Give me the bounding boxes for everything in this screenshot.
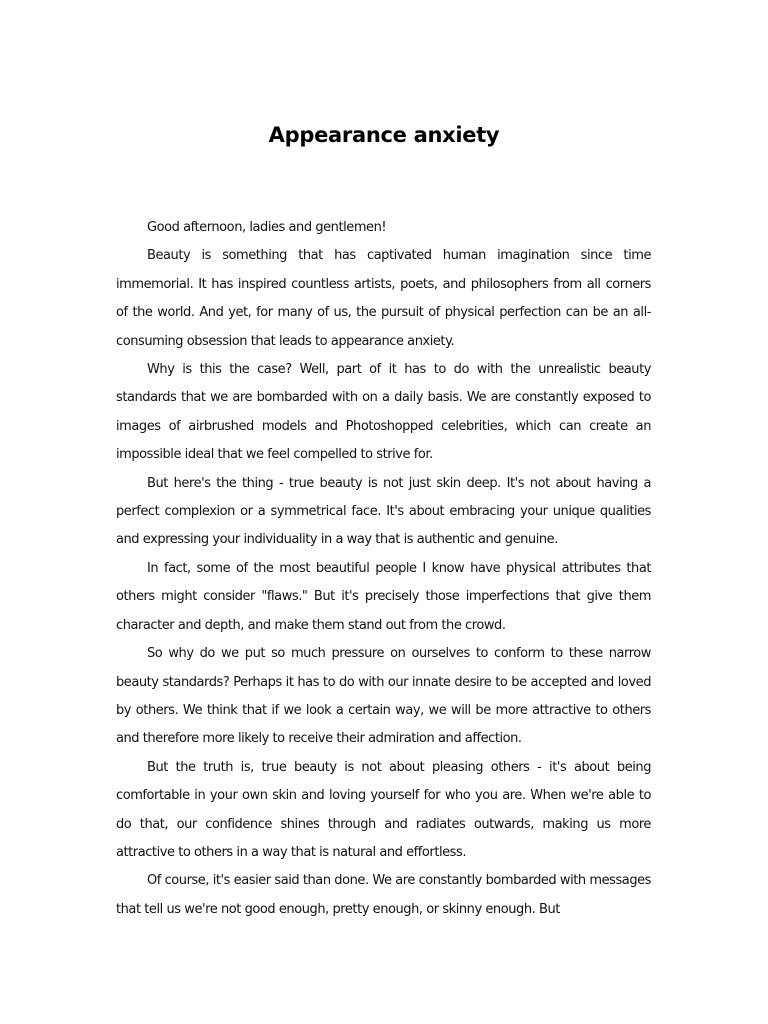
paragraph-of-course: Of course, it's easier said than done. We are constantly bombarded with messages that tell us we're not good enough, pretty enough, or skinny enough. But: [116, 873, 651, 917]
paragraph-beauty-intro: Beauty is something that has captivated human imagination since time immemorial. It has inspired countless artists, poets, and philosophers from all corners of the world. And yet, for many of us, the pursuit of physical perfection can be an all-consuming obsession that leads to appearance anxiety.: [116, 248, 651, 349]
paragraph-pressure: So why do we put so much pressure on ourselves to conform to these narrow beauty standards? Perhaps it has to do with our innate desire to be accepted and loved by others. We think that if we look a certain way, we will be more attractive to others and therefore more likely to receive their admiration and affection.: [116, 646, 651, 747]
paragraph-truth: But the truth is, true beauty is not about pleasing others - it's about being comfortable in your own skin and loving yourself for who you are. When we're able to do that, our confidence shines through and radiates outwards, making us more attractive to others in a way that is natural and effortless.: [116, 759, 651, 860]
paragraph-why: Why is this the case? Well, part of it has to do with the unrealistic beauty standards that we are bombarded with on a daily basis. We are constantly exposed to images of airbrushed models and Photoshopped celebrities, which can create an impossible ideal that we feel compelled to strive for.: [116, 362, 651, 463]
paragraph-greeting: Good afternoon, ladies and gentlemen!: [147, 220, 387, 235]
paragraph-flaws: In fact, some of the most beautiful people I know have physical attributes that others might consider "flaws." But it's precisely those imperfections that give them character and depth, and make them stand out from the crowd.: [116, 560, 651, 633]
page-title: Appearance anxiety: [268, 123, 500, 147]
paragraph-true-beauty: But here's the thing - true beauty is not just skin deep. It's not about having a perfect complexion or a symmetrical face. It's about embracing your unique qualities and expressing your individuality in a way that is authentic and genuine.: [116, 475, 651, 548]
document-body: [116, 214, 651, 924]
